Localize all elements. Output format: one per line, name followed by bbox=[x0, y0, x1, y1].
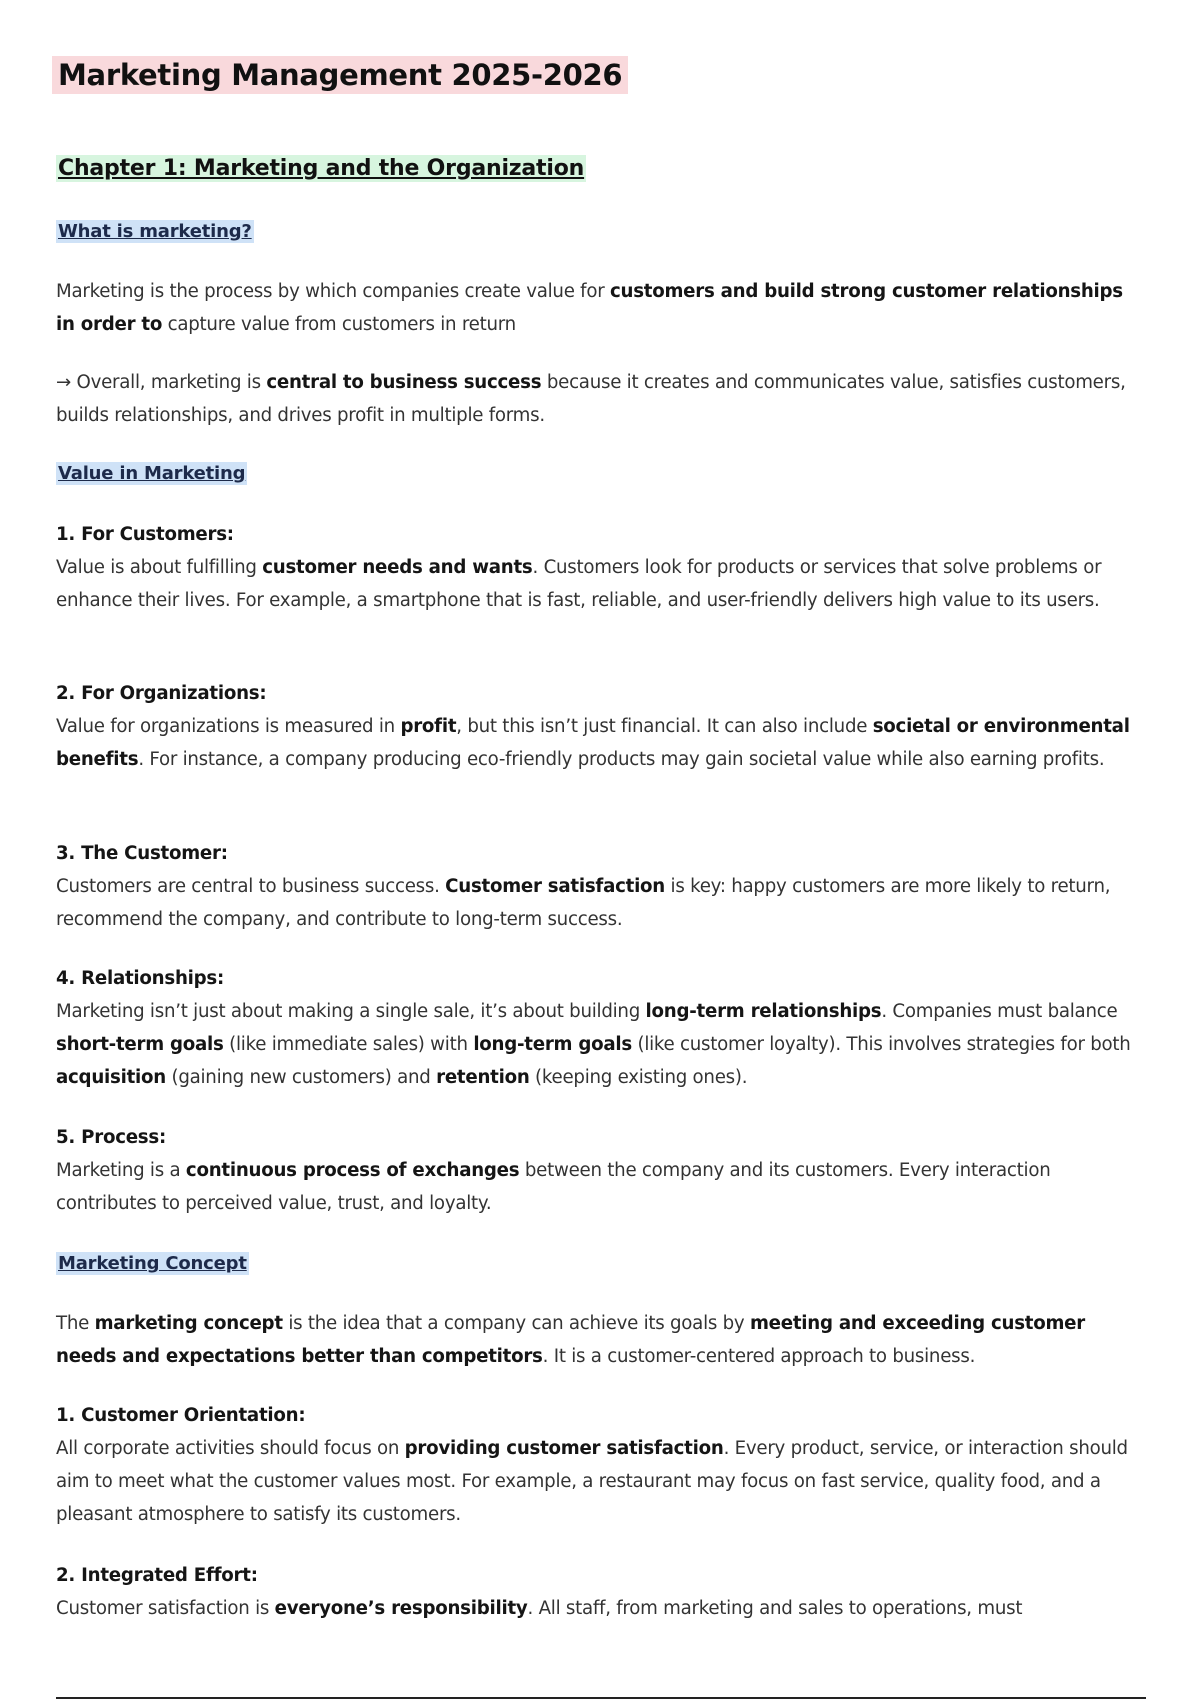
text-run: capture value from customers in return bbox=[162, 314, 516, 335]
text-run: because it creates and communicates value, satisfies customers, builds relationships, and drives profit in multiple forms. bbox=[56, 372, 1126, 426]
text-run: → Overall, marketing is bbox=[56, 372, 267, 393]
item-heading: 2. Integrated Effort: bbox=[56, 1565, 258, 1586]
text-run: . All staff, from marketing and sales to operations, must bbox=[527, 1598, 1023, 1619]
bold-run: providing customer satisfaction bbox=[404, 1438, 724, 1459]
concept-item-customer-orientation bbox=[56, 1399, 1136, 1531]
item-heading: 1. For Customers: bbox=[56, 524, 234, 545]
item-heading: 1. Customer Orientation: bbox=[56, 1405, 306, 1426]
paragraph-definition bbox=[56, 275, 1136, 341]
text-run: (gaining new customers) and bbox=[165, 1067, 437, 1088]
bold-run: everyone’s responsibility bbox=[274, 1598, 528, 1619]
bold-run: retention bbox=[436, 1067, 530, 1088]
text-run: All corporate activities should focus on bbox=[56, 1438, 405, 1459]
text-run: between the company and its customers. Every interaction contributes to perceived value, trust, and loyalty. bbox=[56, 1160, 1051, 1214]
bold-run: customers and build strong customer relationships in order to bbox=[56, 281, 1123, 335]
value-item-organizations bbox=[56, 677, 1136, 776]
bold-run: customer needs and wants bbox=[262, 557, 533, 578]
text-run: . Customers look for products or services that solve problems or enhance their lives. For example, a smartphone that is fast, reliable, and user-friendly delivers high value to its users. bbox=[56, 557, 1102, 611]
paragraph-overall bbox=[56, 366, 1136, 432]
bold-run: short-term goals bbox=[56, 1034, 224, 1055]
text-run: . For instance, a company producing eco-friendly products may gain societal value while also earning profits. bbox=[138, 749, 1105, 770]
bold-run: long-term relationships bbox=[645, 1001, 882, 1022]
bold-run: societal or environmental benefits bbox=[56, 716, 1130, 770]
text-run: . Companies must balance bbox=[881, 1001, 1118, 1022]
bold-run: acquisition bbox=[56, 1067, 166, 1088]
text-run: is the idea that a company can achieve its goals by bbox=[282, 1313, 750, 1334]
text-run: Customer satisfaction is bbox=[56, 1598, 275, 1619]
item-heading: 2. For Organizations: bbox=[56, 683, 267, 704]
text-run: The bbox=[56, 1313, 95, 1334]
concept-item-integrated-effort bbox=[56, 1559, 1136, 1625]
footer-divider bbox=[56, 1697, 1146, 1699]
document-title: Marketing Management 2025-2026 bbox=[52, 56, 628, 94]
value-item-customers bbox=[56, 518, 1136, 617]
text-run: Marketing is a bbox=[56, 1160, 186, 1181]
chapter-heading: Chapter 1: Marketing and the Organization bbox=[58, 156, 585, 181]
text-run: Marketing is the process by which companies create value for bbox=[56, 281, 610, 302]
text-run: , but this isn’t just financial. It can also include bbox=[456, 716, 873, 737]
bold-run: profit bbox=[400, 716, 457, 737]
item-heading: 4. Relationships: bbox=[56, 968, 224, 989]
bold-run: marketing concept bbox=[94, 1313, 283, 1334]
value-item-process bbox=[56, 1121, 1136, 1220]
bold-run: Customer satisfaction bbox=[445, 876, 665, 897]
item-heading: 5. Process: bbox=[56, 1127, 166, 1148]
bold-run: central to business success bbox=[266, 372, 542, 393]
text-run: (like immediate sales) with bbox=[223, 1034, 474, 1055]
item-heading: 3. The Customer: bbox=[56, 843, 228, 864]
value-item-customer bbox=[56, 837, 1136, 936]
text-run: Marketing isn’t just about making a single sale, it’s about building bbox=[56, 1001, 646, 1022]
bold-run: meeting and exceeding customer needs and expectations better than competitors bbox=[56, 1313, 1085, 1367]
bold-run: long-term goals bbox=[473, 1034, 632, 1055]
text-run: (like customer loyalty). This involves strategies for both bbox=[631, 1034, 1131, 1055]
text-run: (keeping existing ones). bbox=[529, 1067, 748, 1088]
section-heading-value: Value in Marketing bbox=[58, 463, 246, 484]
text-run: Value is about fulfilling bbox=[56, 557, 263, 578]
text-run: . Every product, service, or interaction should aim to meet what the customer values most. For example, a restaurant may focus on fast service, quality food, and a pleasant atmosphere to satisfy its customers. bbox=[56, 1438, 1128, 1525]
text-run: Customers are central to business success. bbox=[56, 876, 446, 897]
text-run: . It is a customer-centered approach to business. bbox=[542, 1346, 976, 1367]
paragraph-concept-intro bbox=[56, 1307, 1136, 1373]
section-heading-concept: Marketing Concept bbox=[58, 1253, 247, 1274]
text-run: is key: happy customers are more likely to return, recommend the company, and contribute to long-term success. bbox=[56, 876, 1111, 930]
section-heading-what-is-marketing: What is marketing? bbox=[58, 221, 252, 242]
value-item-relationships bbox=[56, 962, 1136, 1094]
text-run: Value for organizations is measured in bbox=[56, 716, 401, 737]
bold-run: continuous process of exchanges bbox=[185, 1160, 520, 1181]
